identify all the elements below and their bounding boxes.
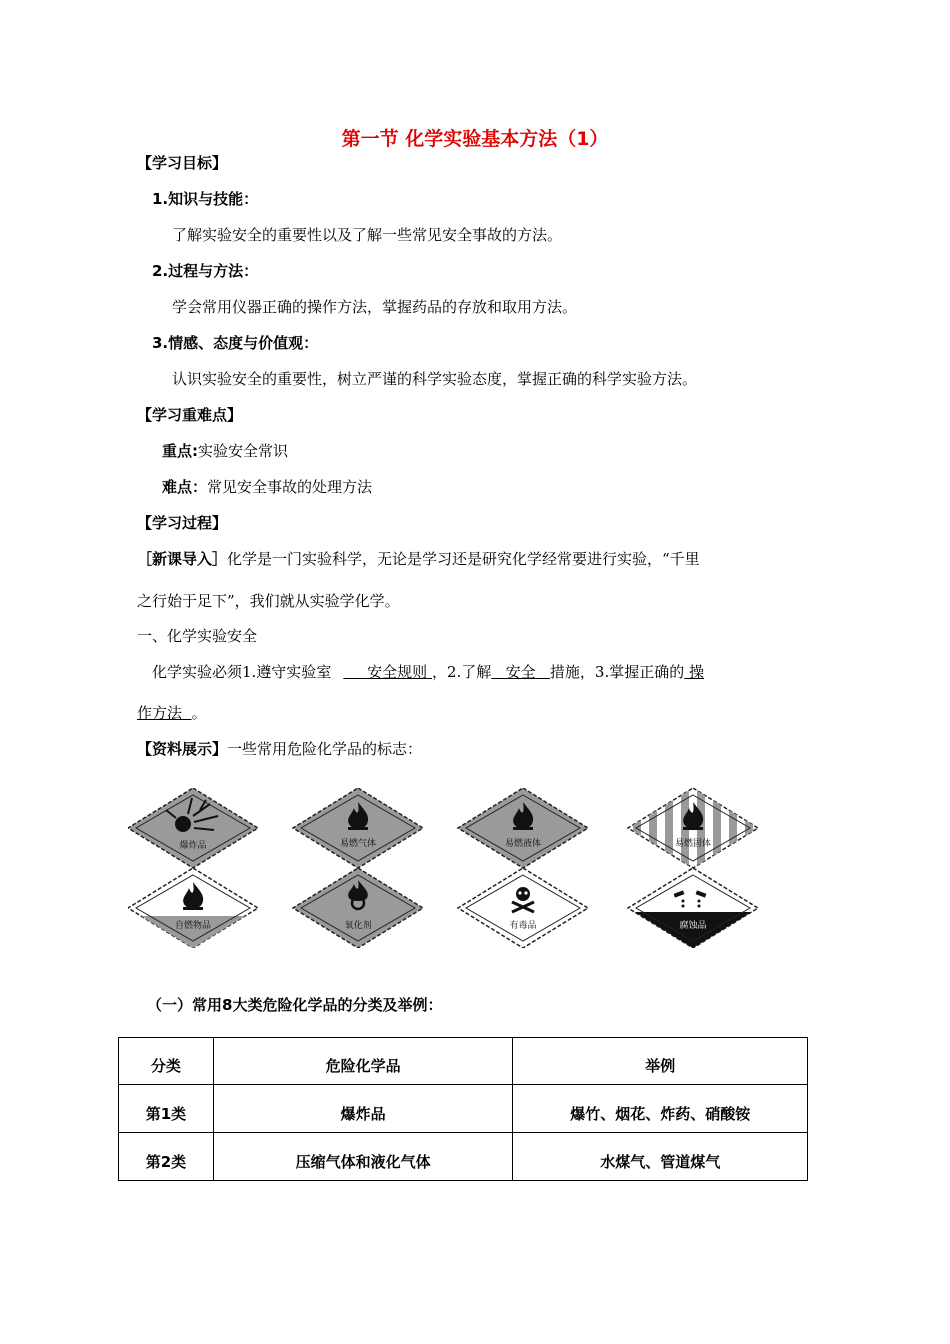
sign-label-8: 腐蚀品: [679, 921, 707, 931]
rule-line-1: [152, 661, 704, 682]
goals-heading: 【学习目标】: [137, 154, 228, 172]
hazard-signs-figure: [128, 788, 778, 948]
rule-b: ，2.了解: [431, 663, 492, 681]
corrosive-sign: [628, 868, 758, 948]
header-chemical: 危险化学品: [213, 1038, 513, 1085]
rule-blank-2: 安全: [505, 663, 536, 681]
intro-line-2: 之行始于足下”，我们就从实验学化学。: [137, 592, 400, 610]
rule-c: 措施，3.掌握正确的: [549, 663, 685, 681]
toxic-sign: [458, 868, 588, 948]
goal-text-2: 学会常用仪器正确的操作方法，掌握药品的存放和取用方法。: [172, 298, 578, 316]
rule-end: 。: [191, 704, 207, 722]
intro-label: ［新课导入］: [137, 550, 228, 568]
rule-blank-3a: 操: [689, 663, 705, 681]
intro-text-1: 化学是一门实验科学，无论是学习还是研究化学经常要进行实验，“千里: [227, 550, 700, 568]
sign-label-3: 易燃液体: [504, 839, 542, 849]
process-heading: 【学习过程】: [137, 514, 228, 532]
focus-line: [162, 440, 288, 461]
section-1-heading: 一、化学实验安全: [137, 627, 258, 645]
intro-line-1: [137, 548, 700, 569]
hazard-classification-table: [118, 1037, 808, 1181]
flammable-solid-sign: [628, 788, 758, 868]
rule-line-2: [137, 702, 207, 723]
goal-label-1: 1.知识与技能：: [152, 190, 259, 208]
cell-category: 第1类: [119, 1085, 214, 1133]
explosive-sign: [128, 788, 258, 868]
sign-label-2: 易燃气体: [339, 839, 377, 849]
material-line: [137, 738, 422, 759]
goal-text-1: 了解实验安全的重要性以及了解一些常见安全事故的方法。: [172, 226, 563, 244]
rule-blank-3b: 作方法: [137, 704, 183, 722]
header-category: 分类: [119, 1038, 214, 1085]
spontaneous-combustion-sign: [128, 868, 258, 948]
flammable-gas-sign: [293, 788, 423, 868]
material-text: 一些常用危险化学品的标志：: [227, 740, 423, 758]
focus-label: 重点:: [162, 442, 198, 460]
sign-label-6: 氧化剂: [344, 921, 372, 931]
page-title: 第一节 化学实验基本方法（1）: [341, 128, 609, 150]
table-header-row: [119, 1038, 808, 1085]
cell-category: 第2类: [119, 1133, 214, 1181]
sign-label-1: 爆炸品: [179, 841, 207, 851]
difficulty-label: 难点：: [162, 478, 208, 496]
oxidizer-sign: [293, 868, 423, 948]
goal-label-2: 2.过程与方法：: [152, 262, 259, 280]
header-example: 举例: [513, 1038, 808, 1085]
goal-label-3: 3.情感、态度与价值观：: [152, 334, 319, 352]
table-row: [119, 1085, 808, 1133]
keypoints-heading: 【学习重难点】: [137, 406, 243, 424]
goal-text-3: 认识实验安全的重要性，树立严谨的科学实验态度，掌握正确的科学实验方法。: [172, 370, 698, 388]
cell-example: 水煤气、管道煤气: [513, 1133, 808, 1181]
rule-blank-1: 安全规则: [367, 663, 428, 681]
sign-label-4: 易燃固体: [674, 839, 712, 849]
sign-label-7: 有毒品: [509, 921, 537, 931]
material-label: 【资料展示】: [137, 740, 228, 758]
rule-a: 化学实验必须1.遵守实验室: [152, 663, 332, 681]
cell-chemical: 爆炸品: [213, 1085, 513, 1133]
difficulty-line: [162, 476, 372, 497]
cell-chemical: 压缩气体和液化气体: [213, 1133, 513, 1181]
sign-label-5: 自燃物品: [174, 921, 212, 931]
difficulty-text: 常见安全事故的处理方法: [207, 478, 373, 496]
table-row: [119, 1133, 808, 1181]
flammable-liquid-sign: [458, 788, 588, 868]
focus-text: 实验安全常识: [198, 442, 289, 460]
table-caption: （一）常用8大类危险化学品的分类及举例：: [147, 996, 443, 1014]
cell-example: 爆竹、烟花、炸药、硝酸铵: [513, 1085, 808, 1133]
